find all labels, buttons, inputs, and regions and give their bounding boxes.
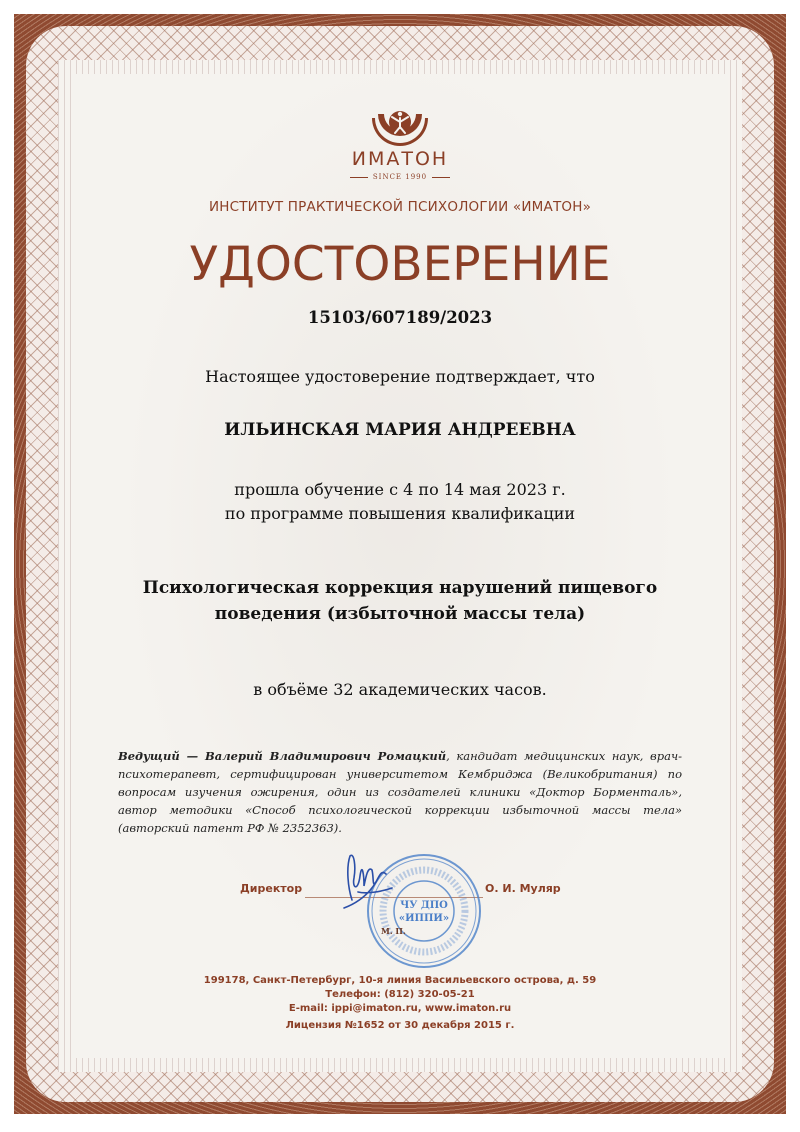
- seal-place-label: М. П.: [381, 926, 406, 936]
- lecturer-description: , кандидат медицинских наук, врач-психотерапевт, сертифицирован университетом Кембриджа (Великобритания) по вопросам изучения ожирения, один из создателей клиники «Доктор Борменталь», автор методики «Способ психологической коррекции избыточной массы тела» (авторский патент РФ № 2352363).: [118, 749, 682, 835]
- phone: Телефон: (812) 320-05-21: [325, 989, 475, 1000]
- document-title: УДОСТОВЕРЕНИЕ: [189, 237, 611, 292]
- program-title: [0, 575, 800, 627]
- signature-scribble-icon: [330, 848, 400, 912]
- brand-name: ИМАТОН: [351, 148, 449, 170]
- program-line-1: Психологическая коррекция нарушений пищевого: [142, 578, 658, 598]
- lecturer-name: Ведущий — Валерий Владимирович Ромацкий: [118, 749, 447, 763]
- hours-text: в объёме 32 академических часов.: [253, 680, 547, 699]
- license: Лицензия №1652 от 30 декабря 2015 г.: [285, 1020, 515, 1031]
- human-figure-logo-icon: [370, 108, 430, 150]
- divider: [350, 177, 368, 178]
- address: 199178, Санкт-Петербург, 10-я линия Васильевского острова, д. 59: [203, 975, 597, 986]
- period-line-2: по программе повышения квалификации: [224, 504, 576, 523]
- email-website: E-mail: ippi@imaton.ru, www.imaton.ru: [288, 1003, 512, 1014]
- person-name: ИЛЬИНСКАЯ МАРИЯ АНДРЕЕВНА: [224, 420, 576, 440]
- since-label: [0, 173, 800, 181]
- divider: [432, 177, 450, 178]
- director-name: О. И. Муляр: [485, 882, 561, 895]
- certificate-number: 15103/607189/2023: [307, 308, 493, 327]
- training-period: [0, 478, 800, 526]
- confirm-text: Настоящее удостоверение подтверждает, что: [205, 367, 595, 386]
- program-line-2: поведения (избыточной массы тела): [214, 604, 586, 624]
- since-text: SINCE 1990: [372, 173, 428, 181]
- lecturer-info: [118, 747, 682, 837]
- institute-name: ИНСТИТУТ ПРАКТИЧЕСКОЙ ПСИХОЛОГИИ «ИМАТОН»: [208, 199, 592, 215]
- director-label: Директор: [240, 882, 303, 895]
- period-line-1: прошла обучение с 4 по 14 мая 2023 г.: [234, 480, 566, 499]
- seal-center-line-1: ЧУ ДПО: [400, 900, 448, 911]
- seal-center-line-2: «ИППИ»: [398, 913, 450, 924]
